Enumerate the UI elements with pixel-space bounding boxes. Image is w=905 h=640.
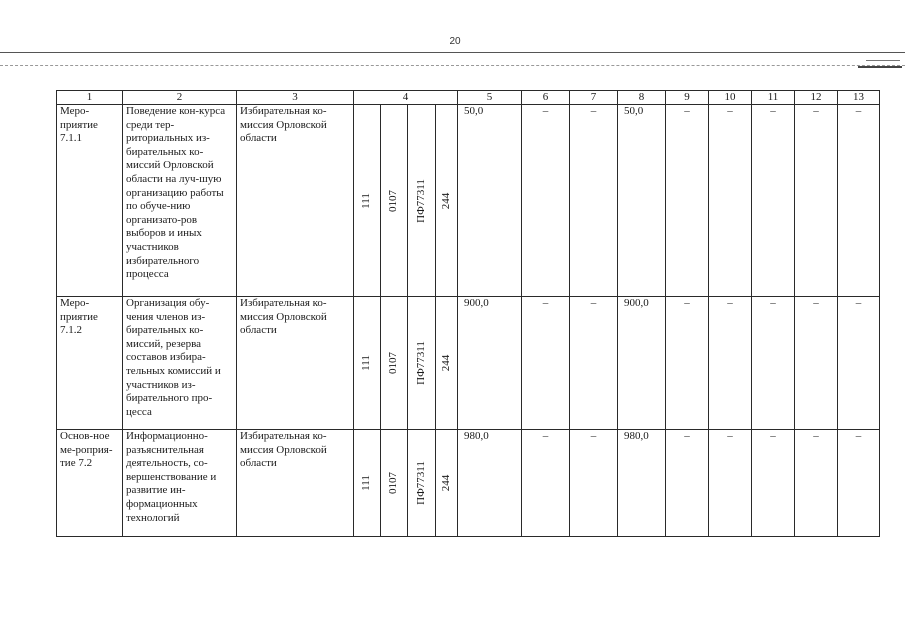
row-col-10: – xyxy=(709,430,752,537)
header-col-10: 10 xyxy=(709,91,752,105)
row-code-csr xyxy=(408,430,436,537)
row-col-13: – xyxy=(838,297,880,430)
row-description: Поведение кон-курса среди тер-риториальных из-бирательных ко-миссий Орловской области на луч-шую организацию работы по обуче-нию организато-ров выборов и иных участников избирательного процесса xyxy=(123,105,237,297)
row-col-8: 980,0 xyxy=(618,430,666,537)
scan-mark xyxy=(866,60,900,61)
code-rzpr-text: 0107 xyxy=(387,352,400,374)
row-activity-id: Основ-ное ме-роприя-тие 7.2 xyxy=(57,430,123,537)
code-csr-text: ПФ77311 xyxy=(414,178,427,223)
row-description: Организация обу-чения членов из-бирательных ко-миссий, резерва составов избира-тельных комиссий и участников из-бирательного про-цесса xyxy=(123,297,237,430)
header-col-8: 8 xyxy=(618,91,666,105)
row-description: Информационно-разъяснительная деятельность, со-вершенствование и развитие ин-формационных технологий xyxy=(123,430,237,537)
scan-mark-bold xyxy=(858,66,902,68)
header-dashed-rule xyxy=(0,65,905,66)
code-grbs-text: 111 xyxy=(360,475,373,491)
row-code-rzpr xyxy=(381,430,408,537)
header-col-9: 9 xyxy=(666,91,709,105)
row-executor: Избирательная ко-миссия Орловской области xyxy=(237,297,354,430)
table-row xyxy=(57,430,880,537)
header-row xyxy=(57,91,880,105)
row-total-value: 900,0 xyxy=(458,297,522,430)
header-col-13: 13 xyxy=(838,91,880,105)
row-code-grbs xyxy=(354,105,381,297)
row-col-9: – xyxy=(666,430,709,537)
header-col-2: 2 xyxy=(123,91,237,105)
budget-table xyxy=(56,90,880,537)
code-vr-text: 244 xyxy=(439,354,452,372)
code-vr-text: 244 xyxy=(439,474,452,492)
row-col-12: – xyxy=(795,430,838,537)
row-code-rzpr xyxy=(381,297,408,430)
table-row xyxy=(57,105,880,297)
table-row xyxy=(57,297,880,430)
header-col-11: 11 xyxy=(752,91,795,105)
row-activity-id: Меро-приятие 7.1.1 xyxy=(57,105,123,297)
row-col-11: – xyxy=(752,297,795,430)
row-col-7: – xyxy=(570,430,618,537)
row-executor: Избирательная ко-миссия Орловской области xyxy=(237,105,354,297)
header-col-3: 3 xyxy=(237,91,354,105)
code-csr-text: ПФ77311 xyxy=(414,341,427,385)
header-col-6: 6 xyxy=(522,91,570,105)
row-col-12: – xyxy=(795,297,838,430)
code-csr-text: ПФ77311 xyxy=(414,461,427,505)
code-rzpr-text: 0107 xyxy=(387,472,400,494)
row-executor: Избирательная ко-миссия Орловской области xyxy=(237,430,354,537)
row-col-8: 900,0 xyxy=(618,297,666,430)
row-col-7: – xyxy=(570,297,618,430)
row-col-10: – xyxy=(709,297,752,430)
row-activity-id: Меро-приятие 7.1.2 xyxy=(57,297,123,430)
row-col-8: 50,0 xyxy=(618,105,666,297)
row-col-9: – xyxy=(666,297,709,430)
row-total-value: 980,0 xyxy=(458,430,522,537)
row-code-vr xyxy=(436,105,458,297)
row-col-9: – xyxy=(666,105,709,297)
row-col-7: – xyxy=(570,105,618,297)
row-col-11: – xyxy=(752,105,795,297)
header-col-1: 1 xyxy=(57,91,123,105)
code-grbs-text: 111 xyxy=(360,192,373,209)
row-code-grbs xyxy=(354,430,381,537)
row-code-grbs xyxy=(354,297,381,430)
row-total-value: 50,0 xyxy=(458,105,522,297)
row-col-10: – xyxy=(709,105,752,297)
row-col-6: – xyxy=(522,297,570,430)
row-code-csr xyxy=(408,105,436,297)
code-vr-text: 244 xyxy=(439,192,452,209)
row-col-11: – xyxy=(752,430,795,537)
row-col-13: – xyxy=(838,105,880,297)
code-grbs-text: 111 xyxy=(360,355,373,371)
header-col-4: 4 xyxy=(354,91,458,105)
page-number: 20 xyxy=(449,36,461,47)
row-col-6: – xyxy=(522,105,570,297)
code-rzpr-text: 0107 xyxy=(387,189,400,212)
row-code-rzpr xyxy=(381,105,408,297)
header-col-7: 7 xyxy=(570,91,618,105)
row-col-13: – xyxy=(838,430,880,537)
header-col-5: 5 xyxy=(458,91,522,105)
row-code-vr xyxy=(436,297,458,430)
header-col-12: 12 xyxy=(795,91,838,105)
row-code-vr xyxy=(436,430,458,537)
header-rule xyxy=(0,52,905,53)
row-code-csr xyxy=(408,297,436,430)
row-col-12: – xyxy=(795,105,838,297)
row-col-6: – xyxy=(522,430,570,537)
